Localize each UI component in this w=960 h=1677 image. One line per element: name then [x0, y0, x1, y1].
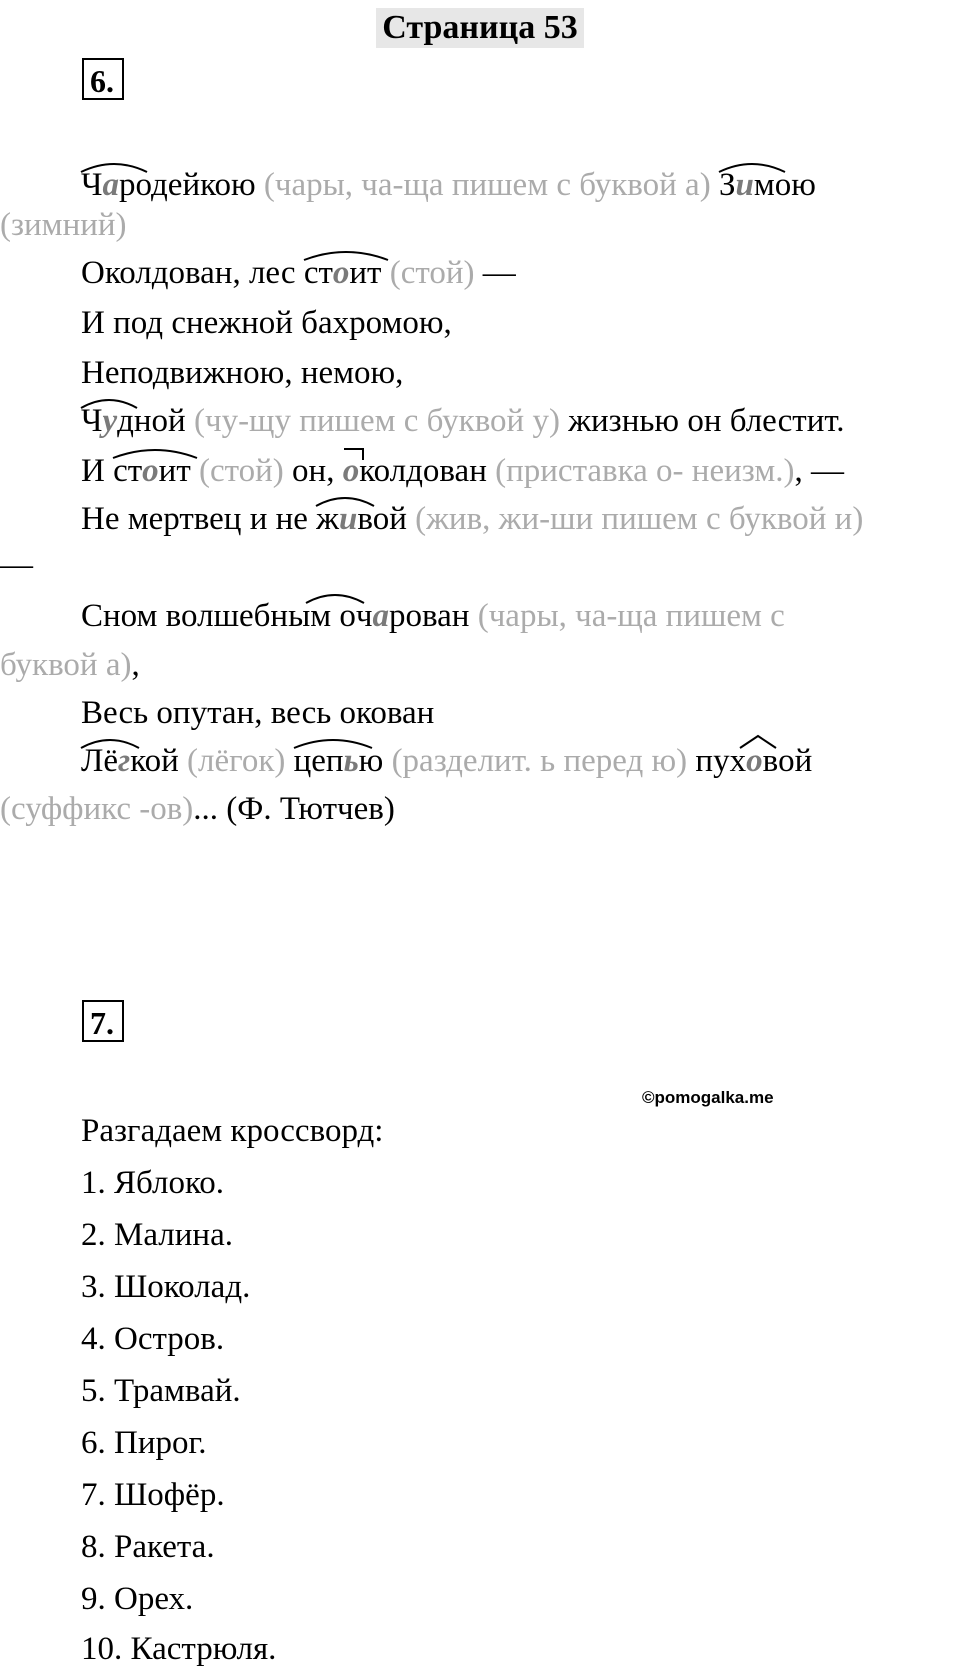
page-title: Страница 53 — [376, 8, 583, 48]
answer-2: 2. Малина. — [81, 1217, 233, 1253]
suffix-mark-icon — [738, 736, 778, 750]
word-okoldovan: околдован — [343, 452, 487, 490]
root-arc-icon — [79, 736, 141, 750]
root-arc-icon — [292, 736, 374, 750]
answer-6: 6. Пирог. — [81, 1425, 207, 1461]
note: (стой) — [389, 255, 475, 291]
note: (стой) — [199, 453, 284, 489]
poem-line-8-cont — [0, 646, 140, 684]
note: (суффикс -ов) — [0, 791, 194, 827]
word-zimoyu: Зимою — [719, 166, 816, 204]
answer-8: 8. Ракета. — [81, 1529, 215, 1565]
text: , — — [794, 453, 844, 489]
text: И — [81, 453, 114, 489]
note: (разделит. ь перед ю) — [391, 743, 688, 779]
word-chudnoy: Чудной — [81, 402, 186, 440]
answer-4: 4. Остров. — [81, 1321, 225, 1357]
note: (чу-щу пишем с буквой у) — [193, 403, 560, 439]
poem-line-10 — [81, 742, 812, 780]
word-ocharovan: очар ован — [339, 598, 469, 634]
poem-line-10-cont — [0, 790, 395, 828]
poem-line-4: Неподвижною, немою, — [81, 355, 404, 391]
word-zhivoy: живой — [316, 500, 407, 538]
answer-3: 3. Шоколад. — [81, 1269, 251, 1305]
word-stoit: стоит — [304, 254, 382, 292]
task-7-intro: Разгадаем кроссворд: — [81, 1113, 384, 1149]
poem-line-2 — [81, 254, 516, 292]
note: (лёгок) — [187, 743, 286, 779]
poem-line-3: И под снежной бахромою, — [81, 305, 452, 341]
poem-line-1-cont: (зимний) — [0, 207, 127, 243]
word-puhovoy: пух овой — [695, 743, 812, 779]
note: (чары, ча-ща пишем с — [477, 598, 785, 634]
task-7-number: 7. — [82, 1000, 124, 1042]
poem-line-7-cont: — — [0, 547, 33, 583]
root-arc-icon — [111, 446, 199, 460]
answer-10: 10. Кастрюля. — [81, 1631, 277, 1667]
text: жизнью он блестит. — [559, 403, 845, 439]
root-arc-icon — [314, 494, 376, 508]
page-title-wrap — [0, 8, 960, 48]
word-tsepyu: цепью — [294, 742, 384, 780]
note: (приставка о- неизм.) — [495, 453, 795, 489]
text: Не мертвец и не — [81, 501, 317, 537]
text: , — [131, 647, 140, 683]
text: — — [474, 255, 516, 291]
answer-7: 7. Шофёр. — [81, 1477, 225, 1513]
prefix-mark-icon — [341, 446, 365, 462]
text: ... (Ф. Тютчев) — [193, 791, 395, 827]
text: Сном волшебным — [81, 598, 340, 634]
word-legkoy: Лёгкой — [81, 742, 179, 780]
root-arc-icon — [302, 248, 390, 262]
answer-9: 9. Орех. — [81, 1581, 194, 1617]
poem-line-8 — [81, 597, 785, 635]
poem-line-1 — [81, 166, 816, 204]
word-stoit-2: стоит — [113, 452, 191, 490]
poem-line-5 — [81, 402, 845, 440]
answer-1: 1. Яблоко. — [81, 1165, 225, 1201]
poem-line-7 — [81, 500, 863, 538]
note: (жив, жи-ши пишем с буквой и) — [415, 501, 864, 537]
root-arc-icon — [79, 160, 149, 174]
root-arc-icon — [304, 591, 366, 605]
note: буквой а) — [0, 647, 132, 683]
text: он, — [283, 453, 343, 489]
task-6-number: 6. — [82, 58, 124, 100]
text: Околдован, лес — [81, 255, 304, 291]
note: (чары, ча-ща пишем с буквой а) — [263, 167, 711, 203]
root-arc-icon — [717, 160, 787, 174]
credit: ©pomogalka.me — [642, 1088, 774, 1107]
word-charodeykoyu: Чародейкою — [81, 166, 256, 204]
answer-5: 5. Трамвай. — [81, 1373, 241, 1409]
root-arc-icon — [79, 396, 139, 410]
poem-line-6 — [81, 452, 844, 490]
poem-line-9: Весь опутан, весь окован — [81, 695, 435, 731]
